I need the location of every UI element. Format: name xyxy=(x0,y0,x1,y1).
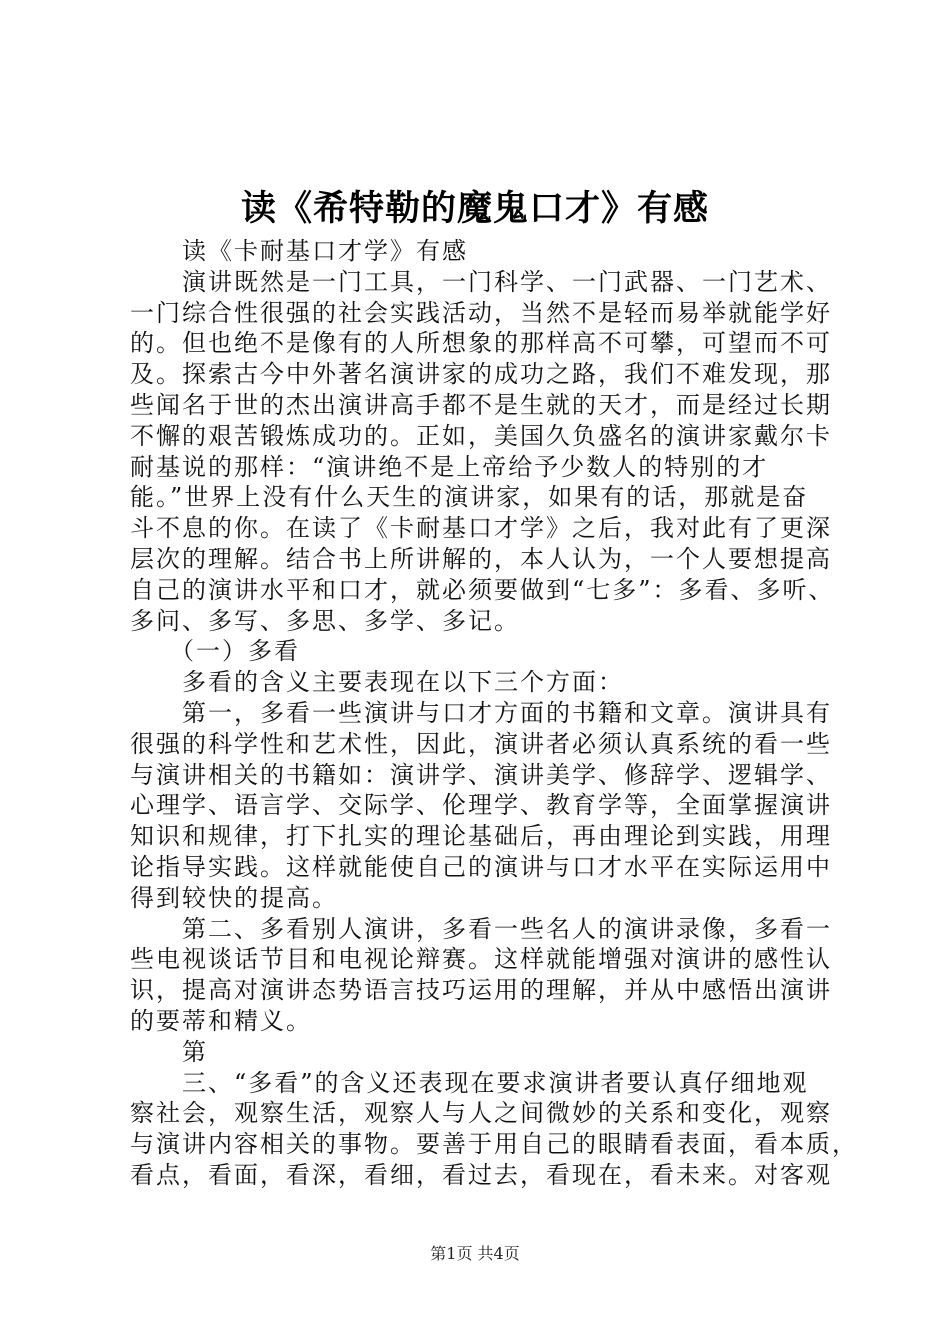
text-line: 的要蒂和精义。 xyxy=(130,1006,312,1035)
text-line: 及。探索古今中外著名演讲家的成功之路，我们不难发现，那 xyxy=(130,360,832,389)
text-line: 演讲既然是一门工具，一门科学、一门武器、一门艺术、 xyxy=(130,267,832,296)
text-line: 些闻名于世的杰出演讲高手都不是生就的天才，而是经过长期 xyxy=(130,390,832,419)
text-line: 知识和规律，打下扎实的理论基础后，再由理论到实践，用理 xyxy=(130,822,832,851)
paragraph xyxy=(130,236,830,267)
text-line: 第一，多看一些演讲与口才方面的书籍和文章。演讲具有 xyxy=(130,698,832,727)
text-line: （一）多看 xyxy=(130,637,300,666)
text-line: 看点，看面，看深，看细，看过去，看现在，看未来。对客观 xyxy=(130,1160,832,1189)
paragraph xyxy=(130,267,835,637)
text-line: 多看的含义主要表现在以下三个方面： xyxy=(130,668,624,697)
text-line: 读《卡耐基口才学》有感 xyxy=(130,237,468,265)
text-line: 与演讲内容相关的事物。要善于用自己的眼睛看表面，看本质， xyxy=(130,1130,858,1159)
text-line: 耐基说的那样：“演讲绝不是上帝给予少数人的特别的才 xyxy=(130,452,769,481)
page-footer: 第1页 共4页 xyxy=(430,1244,520,1263)
text-line: 能。”世界上没有什么天生的演讲家，如果有的话，那就是奋 xyxy=(130,483,809,512)
document-title: 读《希特勒的魔鬼口才》有感 xyxy=(240,188,709,229)
text-line: 第 xyxy=(130,1037,208,1066)
text-line: 层次的理解。结合书上所讲解的，本人认为，一个人要想提高 xyxy=(130,544,832,573)
text-line: 很强的科学性和艺术性，因此，演讲者必须认真系统的看一些 xyxy=(130,729,832,758)
text-line: 多问、多写、多思、多学、多记。 xyxy=(130,606,520,635)
text-line: 三、“多看”的含义还表现在要求演讲者要认真仔细地观 xyxy=(130,1068,809,1097)
text-line: 得到较快的提高。 xyxy=(130,883,338,912)
text-line: 不懈的艰苦锻炼成功的。正如，美国久负盛名的演讲家戴尔卡 xyxy=(130,421,832,450)
text-line: 些电视谈话节目和电视论辩赛。这样就能增强对演讲的感性认 xyxy=(130,945,832,974)
paragraph xyxy=(130,1037,830,1068)
text-line: 斗不息的你。在读了《卡耐基口才学》之后，我对此有了更深 xyxy=(130,514,832,543)
text-line: 与演讲相关的书籍如：演讲学、演讲美学、修辞学、逻辑学、 xyxy=(130,760,832,789)
paragraph xyxy=(130,914,830,1037)
paragraph xyxy=(130,698,830,914)
paragraph xyxy=(130,667,830,698)
text-line: 心理学、语言学、交际学、伦理学、教育学等，全面掌握演讲 xyxy=(130,791,832,820)
text-line: 论指导实践。这样就能使自己的演讲与口才水平在实际运用中 xyxy=(130,852,832,881)
paragraph xyxy=(130,636,830,667)
text-line: 的。但也绝不是像有的人所想象的那样高不可攀，可望而不可 xyxy=(130,329,832,358)
paragraph xyxy=(130,1068,858,1191)
text-line: 第二、多看别人演讲，多看一些名人的演讲录像，多看一 xyxy=(130,914,832,943)
text-line: 一门综合性很强的社会实践活动，当然不是轻而易举就能学好 xyxy=(130,298,832,327)
text-line: 识，提高对演讲态势语言技巧运用的理解，并从中感悟出演讲 xyxy=(130,976,832,1005)
text-line: 察社会，观察生活，观察人与人之间微妙的关系和变化，观察 xyxy=(130,1099,832,1128)
text-line: 自己的演讲水平和口才，就必须要做到“七多”：多看、多听、 xyxy=(130,575,835,604)
document-body xyxy=(130,236,858,1191)
